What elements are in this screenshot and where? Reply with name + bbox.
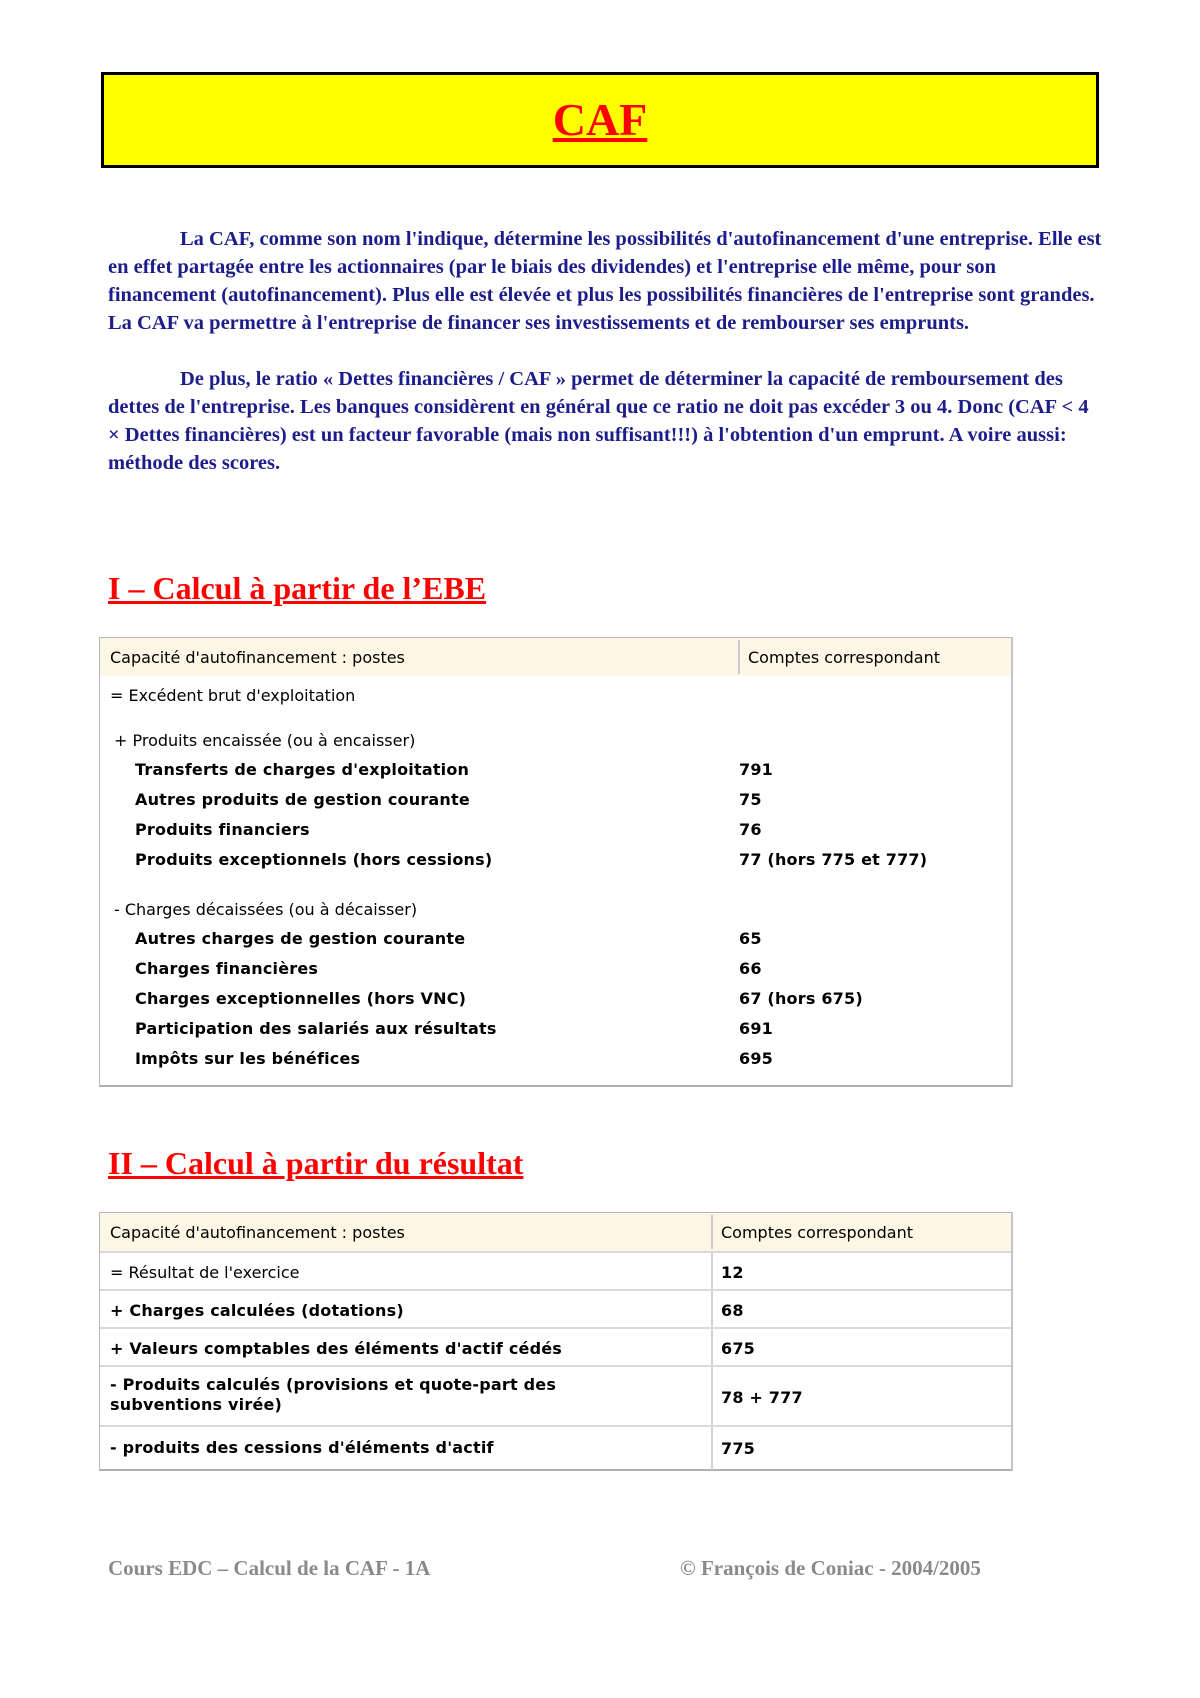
title-box — [101, 72, 1099, 168]
intro-text — [108, 225, 1104, 505]
table-row: Impôts sur les bénéfices 695 — [135, 1049, 773, 1068]
header-postes: Capacité d'autofinancement : postes — [110, 647, 405, 667]
table-row: Autres produits de gestion courante 75 — [135, 790, 762, 809]
table-row: - Produits calculés (provisions et quote-part des subventions virée) 78 + 777 — [100, 1365, 1011, 1427]
header-comptes: Comptes correspondant — [738, 640, 1011, 674]
row-ebe: = Excédent brut d'exploitation — [110, 686, 356, 705]
table-row: Charges exceptionnelles (hors VNC) 67 (hors 675) — [135, 989, 863, 1008]
header-postes: Capacité d'autofinancement : postes — [110, 1222, 405, 1242]
table-row: Participation des salariés aux résultats 691 — [135, 1019, 773, 1038]
table-row: Produits exceptionnels (hors cessions) 77 (hors 775 et 777) — [135, 850, 928, 869]
footer-right: © François de Coniac - 2004/2005 — [680, 1556, 981, 1580]
section-1-title: I – Calcul à partir de l’EBE — [108, 570, 487, 606]
section-2-title: II – Calcul à partir du résultat — [108, 1145, 524, 1181]
table-header — [100, 638, 1011, 676]
header-comptes: Comptes correspondant — [711, 1215, 1011, 1249]
table-row: Charges financières 66 — [135, 959, 762, 978]
table-row: Produits financiers 76 — [135, 820, 762, 839]
table-row: Transferts de charges d'exploitation 791 — [135, 760, 773, 779]
footer-left: Cours EDC – Calcul de la CAF - 1A — [108, 1556, 431, 1580]
table-row: = Résultat de l'exercice 12 — [100, 1251, 1011, 1291]
intro-paragraph-2: De plus, le ratio « Dettes financières / CAF » permet de déterminer la capacité de remboursement des dettes de l'entreprise. Les banques considèrent en général que ce ratio ne doit pas excéder 3 ou 4. Donc (CAF < 4 × Dettes financières) est un facteur favorable (mais non suffisant!!!) à l'obtention d'un emprunt. A voire aussi: méthode des scores. — [108, 368, 1089, 474]
table-resultat — [99, 1212, 1013, 1471]
page-title: CAF — [552, 94, 648, 145]
table-header — [100, 1213, 1011, 1251]
table-ebe — [99, 637, 1013, 1087]
table-row: Autres charges de gestion courante 65 — [135, 929, 762, 948]
table-row: - produits des cessions d'éléments d'actif 775 — [100, 1425, 1011, 1470]
intro-paragraph-1: La CAF, comme son nom l'indique, détermine les possibilités d'autofinancement d'une entreprise. Elle est en effet partagée entre les actionnaires (par le biais des dividendes) et l'entreprise elle même, pour son financement (autofinancement). Plus elle est élevée et plus les possibilités financières de l'entreprise sont grandes. La CAF va permettre à l'entreprise de financer ses investissements et de rembourser ses emprunts. — [108, 228, 1102, 334]
produits-title: + Produits encaissée (ou à encaisser) — [114, 731, 416, 750]
charges-title: - Charges décaissées (ou à décaisser) — [114, 900, 418, 919]
table-row: + Charges calculées (dotations) 68 — [100, 1289, 1011, 1329]
table-row: + Valeurs comptables des éléments d'actif cédés 675 — [100, 1327, 1011, 1367]
